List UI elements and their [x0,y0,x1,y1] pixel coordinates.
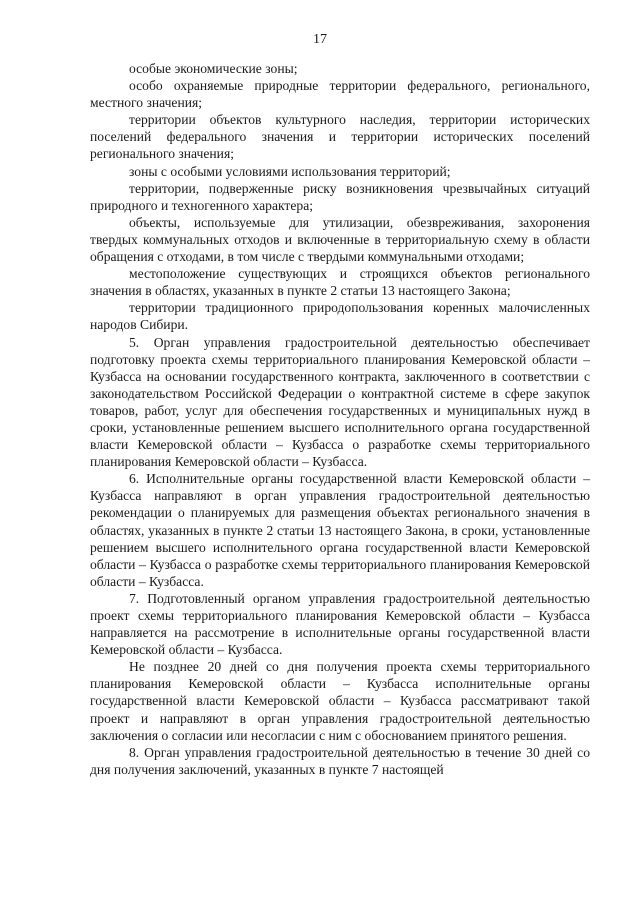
paragraph: территории, подверженные риску возникновения чрезвычайных ситуаций природного и техногенного характера; [90,180,590,213]
paragraph: 8. Орган управления градостроительной деятельностью в течение 30 дней со дня получения заключений, указанных в пункте 7 настоящей [90,744,590,777]
paragraph: особо охраняемые природные территории федерального, регионального, местного значения; [90,78,590,111]
document-body [90,60,590,778]
paragraph: объекты, используемые для утилизации, обезвреживания, захоронения твердых коммунальных отходов и включенные в территориальную схему в области обращения с отходами, в том числе с твердыми коммунальными отходами; [90,214,590,265]
page-number: 17 [313,32,327,47]
paragraph: Не позднее 20 дней со дня получения проекта схемы территориального планирования Кемеровской области – Кузбасса исполнительные органы государственной власти Кемеровской области – Кузбасса рассматривают такой проект и направляют в орган управления градостроительной деятельностью заключения о согласии или несогласии с ним с обоснованием принятого решения. [90,659,590,743]
paragraph: территории традиционного природопользования коренных малочисленных народов Сибири. [90,300,590,333]
paragraph: 5. Орган управления градостроительной деятельностью обеспечивает подготовку проекта схемы территориального планирования Кемеровской области – Кузбасса на основании государственного контракта, заключенного в соответствии с законодательством Российской Федерации о контрактной системе в сфере закупок товаров, работ, услуг для обеспечения государственных и муниципальных нужд в сроки, установленные решением высшего исполнительного органа государственной власти Кемеровской области – Кузбасса о разработке схемы территориального планирования Кемеровской области – Кузбасса. [90,334,590,470]
paragraph: территории объектов культурного наследия, территории исторических поселений федерального значения и территории исторических поселений регионального значения; [90,112,590,162]
paragraph: зоны с особыми условиями использования территорий; [129,163,451,179]
paragraph: 6. Исполнительные органы государственной власти Кемеровской области – Кузбасса направляют в орган управления градостроительной деятельностью рекомендации о планируемых для размещения объектах регионального значения в областях, указанных в пункте 2 статьи 13 настоящего Закона, в сроки, установленные решением высшего исполнительного органа государственной власти Кемеровской области – Кузбасса о разработке схемы территориального планирования Кемеровской области – Кузбасса. [90,471,590,589]
paragraph: особые экономические зоны; [129,61,298,76]
paragraph: местоположение существующих и строящихся объектов регионального значения в областях, указанных в пункте 2 статьи 13 настоящего Закона; [90,266,590,299]
paragraph: 7. Подготовленный органом управления градостроительной деятельностью проект схемы территориального планирования Кемеровской области – Кузбасса направляется на рассмотрение в исполнительные органы государственной власти Кемеровской области – Кузбасса. [90,590,590,658]
